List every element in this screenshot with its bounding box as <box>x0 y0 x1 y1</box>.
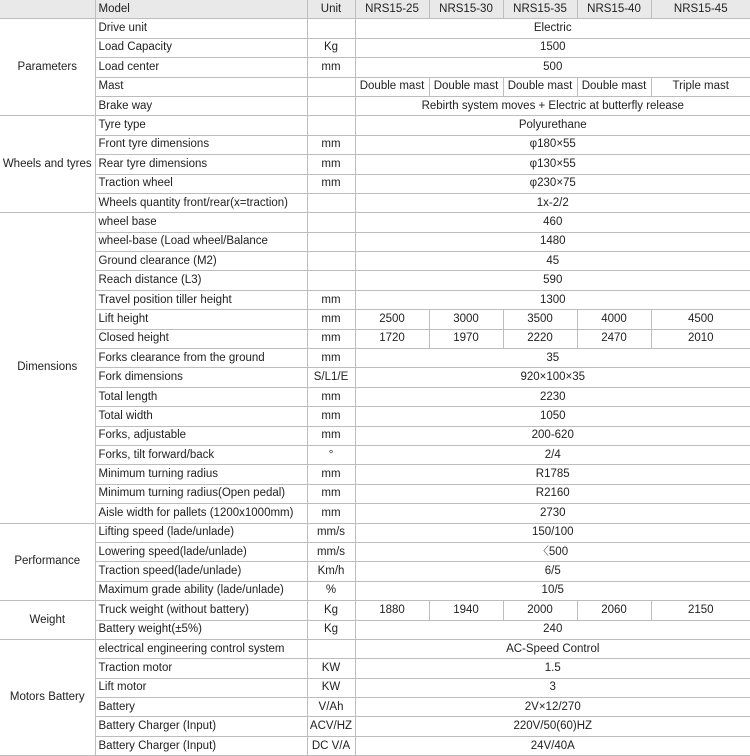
unit-value: mm <box>307 484 355 503</box>
item-label: Travel position tiller height <box>95 290 307 309</box>
unit-value: S/L1/E <box>307 368 355 387</box>
table-row <box>0 387 750 406</box>
shared-value: φ180×55 <box>355 135 750 154</box>
item-label: Minimum turning radius(Open pedal) <box>95 484 307 503</box>
table-row <box>0 38 750 57</box>
table-row <box>0 19 750 38</box>
item-label: Traction speed(lade/unlade) <box>95 562 307 581</box>
group-label: Motors Battery <box>0 639 95 755</box>
header-model-label: Model <box>95 0 307 19</box>
unit-value: V/Ah <box>307 698 355 717</box>
item-label: Tyre type <box>95 116 307 135</box>
unit-value <box>307 232 355 251</box>
unit-value: mm <box>307 426 355 445</box>
item-label: Rear tyre dimensions <box>95 155 307 174</box>
item-label: Drive unit <box>95 19 307 38</box>
unit-value: mm <box>307 465 355 484</box>
table-row <box>0 562 750 581</box>
item-label: Fork dimensions <box>95 368 307 387</box>
table-row <box>0 426 750 445</box>
unit-value <box>307 639 355 658</box>
unit-value <box>307 77 355 96</box>
group-label: Dimensions <box>0 213 95 523</box>
model-value: 3500 <box>503 310 577 329</box>
unit-value: ° <box>307 445 355 464</box>
model-name: NRS15-35 <box>503 0 577 19</box>
table-row <box>0 368 750 387</box>
item-label: Total length <box>95 387 307 406</box>
header-row <box>0 0 750 19</box>
table-row <box>0 678 750 697</box>
model-value: Double mast <box>355 77 429 96</box>
item-label: Closed height <box>95 329 307 348</box>
item-label: Total width <box>95 407 307 426</box>
table-row <box>0 542 750 561</box>
shared-value: 150/100 <box>355 523 750 542</box>
table-row <box>0 271 750 290</box>
unit-value: Kg <box>307 620 355 639</box>
item-label: Truck weight (without battery) <box>95 601 307 620</box>
item-label: Forks clearance from the ground <box>95 349 307 368</box>
shared-value: R2160 <box>355 484 750 503</box>
shared-value: Electric <box>355 19 750 38</box>
table-row <box>0 523 750 542</box>
shared-value: 3 <box>355 678 750 697</box>
unit-value <box>307 19 355 38</box>
shared-value: AC-Speed Control <box>355 639 750 658</box>
shared-value: 〈500 <box>355 542 750 561</box>
shared-value: φ230×75 <box>355 174 750 193</box>
item-label: Traction wheel <box>95 174 307 193</box>
table-row <box>0 659 750 678</box>
model-value: 1880 <box>355 601 429 620</box>
shared-value: 500 <box>355 58 750 77</box>
unit-value <box>307 252 355 271</box>
table-row <box>0 135 750 154</box>
item-label: Lift height <box>95 310 307 329</box>
shared-value: 240 <box>355 620 750 639</box>
model-value: 2060 <box>577 601 651 620</box>
item-label: Wheels quantity front/rear(x=traction) <box>95 193 307 212</box>
group-label: Weight <box>0 601 95 640</box>
table-row <box>0 232 750 251</box>
table-row <box>0 698 750 717</box>
item-label: Load center <box>95 58 307 77</box>
shared-value: 10/5 <box>355 581 750 600</box>
table-row <box>0 620 750 639</box>
item-label: Battery Charger (Input) <box>95 717 307 736</box>
item-label: Battery <box>95 698 307 717</box>
unit-value: mm/s <box>307 542 355 561</box>
table-row <box>0 213 750 232</box>
model-value: 2000 <box>503 601 577 620</box>
shared-value: 6/5 <box>355 562 750 581</box>
shared-value: 2230 <box>355 387 750 406</box>
model-name: NRS15-30 <box>429 0 503 19</box>
shared-value: 920×100×35 <box>355 368 750 387</box>
table-row <box>0 174 750 193</box>
unit-value <box>307 116 355 135</box>
unit-value <box>307 193 355 212</box>
item-label: Aisle width for pallets (1200x1000mm) <box>95 504 307 523</box>
unit-value: ACV/HZ <box>307 717 355 736</box>
shared-value: 45 <box>355 252 750 271</box>
table-row <box>0 77 750 96</box>
shared-value: 1480 <box>355 232 750 251</box>
unit-value: DC V/A <box>307 736 355 755</box>
item-label: Battery weight(±5%) <box>95 620 307 639</box>
unit-value: mm <box>307 407 355 426</box>
item-label: Lift motor <box>95 678 307 697</box>
model-value: 2470 <box>577 329 651 348</box>
item-label: Traction motor <box>95 659 307 678</box>
unit-value: mm <box>307 155 355 174</box>
item-label: Mast <box>95 77 307 96</box>
table-row <box>0 445 750 464</box>
header-blank <box>0 0 95 19</box>
item-label: Minimum turning radius <box>95 465 307 484</box>
shared-value: 35 <box>355 349 750 368</box>
model-name: NRS15-45 <box>651 0 750 19</box>
shared-value: R1785 <box>355 465 750 484</box>
item-label: Lifting speed (lade/unlade) <box>95 523 307 542</box>
item-label: Battery Charger (Input) <box>95 736 307 755</box>
table-row <box>0 736 750 755</box>
item-label: Brake way <box>95 96 307 115</box>
unit-value: mm <box>307 290 355 309</box>
table-row <box>0 310 750 329</box>
table-row <box>0 96 750 115</box>
unit-value: Kg <box>307 38 355 57</box>
shared-value: 1x-2/2 <box>355 193 750 212</box>
model-name: NRS15-40 <box>577 0 651 19</box>
item-label: electrical engineering control system <box>95 639 307 658</box>
unit-value: mm <box>307 174 355 193</box>
item-label: Forks, adjustable <box>95 426 307 445</box>
unit-value <box>307 271 355 290</box>
model-value: 4000 <box>577 310 651 329</box>
unit-value: mm <box>307 387 355 406</box>
model-value: 3000 <box>429 310 503 329</box>
unit-value: Km/h <box>307 562 355 581</box>
unit-value: mm/s <box>307 523 355 542</box>
unit-value <box>307 213 355 232</box>
model-value: Double mast <box>577 77 651 96</box>
model-value: 2150 <box>651 601 750 620</box>
model-value: 2500 <box>355 310 429 329</box>
model-value: 1940 <box>429 601 503 620</box>
table-row <box>0 349 750 368</box>
model-name: NRS15-25 <box>355 0 429 19</box>
shared-value: 1050 <box>355 407 750 426</box>
unit-value: KW <box>307 678 355 697</box>
unit-value: KW <box>307 659 355 678</box>
model-value: 4500 <box>651 310 750 329</box>
item-label: Lowering speed(lade/unlade) <box>95 542 307 561</box>
table-row <box>0 193 750 212</box>
table-row <box>0 329 750 348</box>
unit-value: mm <box>307 135 355 154</box>
table-row <box>0 407 750 426</box>
shared-value: 220V/50(60)HZ <box>355 717 750 736</box>
table-row <box>0 58 750 77</box>
item-label: Forks, tilt forward/back <box>95 445 307 464</box>
shared-value: 2/4 <box>355 445 750 464</box>
group-label: Parameters <box>0 19 95 116</box>
item-label: Reach distance (L3) <box>95 271 307 290</box>
unit-value: mm <box>307 329 355 348</box>
group-label: Wheels and tyres <box>0 116 95 213</box>
table-row <box>0 465 750 484</box>
group-label: Performance <box>0 523 95 601</box>
unit-value <box>307 96 355 115</box>
unit-value: mm <box>307 310 355 329</box>
table-row <box>0 290 750 309</box>
shared-value: Rebirth system moves + Electric at butterfly release <box>355 96 750 115</box>
model-value: 1720 <box>355 329 429 348</box>
model-value: Double mast <box>429 77 503 96</box>
item-label: Load Capacity <box>95 38 307 57</box>
header-unit-label: Unit <box>307 0 355 19</box>
model-value: Double mast <box>503 77 577 96</box>
shared-value: 590 <box>355 271 750 290</box>
model-value: 1970 <box>429 329 503 348</box>
table-row <box>0 717 750 736</box>
shared-value: 2V×12/270 <box>355 698 750 717</box>
table-row <box>0 601 750 620</box>
shared-value: 460 <box>355 213 750 232</box>
unit-value: % <box>307 581 355 600</box>
table-row <box>0 581 750 600</box>
shared-value: Polyurethane <box>355 116 750 135</box>
item-label: Front tyre dimensions <box>95 135 307 154</box>
table-row <box>0 252 750 271</box>
item-label: Maximum grade ability (lade/unlade) <box>95 581 307 600</box>
table-row <box>0 504 750 523</box>
table-row <box>0 484 750 503</box>
shared-value: 1500 <box>355 38 750 57</box>
unit-value: mm <box>307 349 355 368</box>
shared-value: 1300 <box>355 290 750 309</box>
model-value: Triple mast <box>651 77 750 96</box>
shared-value: 1.5 <box>355 659 750 678</box>
table-row <box>0 155 750 174</box>
table-row <box>0 639 750 658</box>
item-label: wheel-base (Load wheel/Balance <box>95 232 307 251</box>
table-row <box>0 116 750 135</box>
unit-value: mm <box>307 58 355 77</box>
model-value: 2220 <box>503 329 577 348</box>
model-value: 2010 <box>651 329 750 348</box>
shared-value: 2730 <box>355 504 750 523</box>
shared-value: 200-620 <box>355 426 750 445</box>
unit-value: Kg <box>307 601 355 620</box>
shared-value: 24V/40A <box>355 736 750 755</box>
item-label: wheel base <box>95 213 307 232</box>
item-label: Ground clearance (M2) <box>95 252 307 271</box>
shared-value: φ130×55 <box>355 155 750 174</box>
unit-value: mm <box>307 504 355 523</box>
